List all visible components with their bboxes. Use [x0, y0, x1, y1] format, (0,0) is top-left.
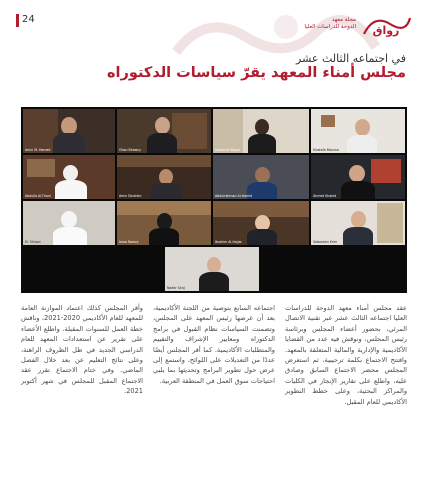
participant-name: Amin Ebrahim — [119, 194, 142, 198]
participant-name: Ibrahim Al-Hajjar — [215, 240, 242, 244]
page-number: 24 — [22, 14, 35, 25]
logo-glyph: رواق — [372, 24, 400, 37]
participant-tile — [311, 109, 405, 153]
video-meeting-photo — [21, 107, 407, 293]
participant-name: Amin M. Hamed — [25, 148, 51, 152]
article-column-1 — [285, 303, 407, 407]
participant-name: Nader Siraj — [167, 286, 185, 290]
participant-tile — [213, 201, 309, 245]
participant-name: Israa Ramzy — [119, 240, 139, 244]
page-number-marker — [16, 14, 19, 27]
article-column-2 — [153, 303, 275, 386]
participant-tile — [311, 201, 405, 245]
participant-tile — [311, 155, 405, 199]
participant-tile — [23, 201, 115, 245]
participant-tile — [23, 155, 115, 199]
participant-name: Ohan Bhawcy — [119, 148, 141, 152]
participant-tile — [117, 155, 211, 199]
participant-tile — [165, 247, 259, 291]
magazine-logo — [360, 10, 412, 40]
participant-name: Samia Ar Bisoul — [215, 148, 241, 152]
participant-name: Abdulrahman Al-Hamid — [215, 194, 253, 198]
article-column-3 — [21, 303, 143, 397]
participant-name: M. Shirazi — [25, 240, 41, 244]
participant-tile — [213, 155, 309, 199]
participant-name: Mustafa Moussa — [313, 148, 339, 152]
participant-tile — [23, 109, 115, 153]
logo-mark-icon — [360, 10, 412, 40]
participant-name: Ahmed Khaled — [313, 194, 337, 198]
participant-name: Abdulla Al-Thani — [25, 194, 51, 198]
article-paragraph: وأقر المجلس كذلك اعتماد الموازنة العامة للمعهد للعام الأكاديمي 2020-2021، وناقش خطة العمل للسنوات المقبلة. واطلع الأعضاء على تقرير عن استعدادات المعهد للعام الدراسي الجديد في ظل الظروف الراهنة، وعلى نتائج التعليم عن بعد خلال الفصل الماضي. وفي ختام الاجتماع تقرر عقد الاجتماع المقبل للمجلس في شهر أكتوبر 2021. — [21, 304, 143, 396]
participant-tile — [117, 201, 211, 245]
article-kicker: في اجتماعه الثالث عشر — [296, 52, 406, 65]
participant-name: Sebastien Krim — [313, 240, 338, 244]
participant-tile — [213, 109, 309, 153]
article-paragraph: عقد مجلس أمناء معهد الدوحة للدراسات العليا اجتماعه الثالث عشر عبر تقنية الاتصال المرئي، بحضور أعضاء المجلس وبرئاسة رئيس المجلس، ونوقش فيه عدد من القضايا الأكاديمية والإدارية والمالية المتعلقة بالمعهد. وافتتح الاجتماع بكلمة ترحيبية، ثم استعرض المجلس محضر الاجتماع السابق وصادق عليه، واطلع على تقارير الإنجاز في الكليات والمراكز البحثية، وعلى خطط التطوير الأكاديمي للعام المقبل. — [285, 304, 407, 406]
publication-name — [276, 17, 356, 31]
publication-line-1: مجلة معهد — [331, 17, 356, 23]
publication-line-2: الدوحة للدراسات العليا — [304, 24, 356, 30]
article-paragraph: اجتماعه السابع بتوصية من اللجنة الأكاديمية، بعد أن عرضها رئيس المعهد على المجلس، وتضمنت السياسات نظام القبول في برامج الدكتوراه ومعايير الإشراف والتقييم والمتطلبات الأكاديمية. كما أقر المجلس أيضًا عددًا من التعديلات على اللوائح، واستمع إلى عرض حول تطوير البرامج وتحديثها بما يلبي احتياجات سوق العمل في المنطقة العربية. — [153, 304, 275, 385]
article-headline: مجلس أمناء المعهد يقرّ سياسات الدكتوراه — [107, 65, 406, 81]
participant-tile — [117, 109, 211, 153]
